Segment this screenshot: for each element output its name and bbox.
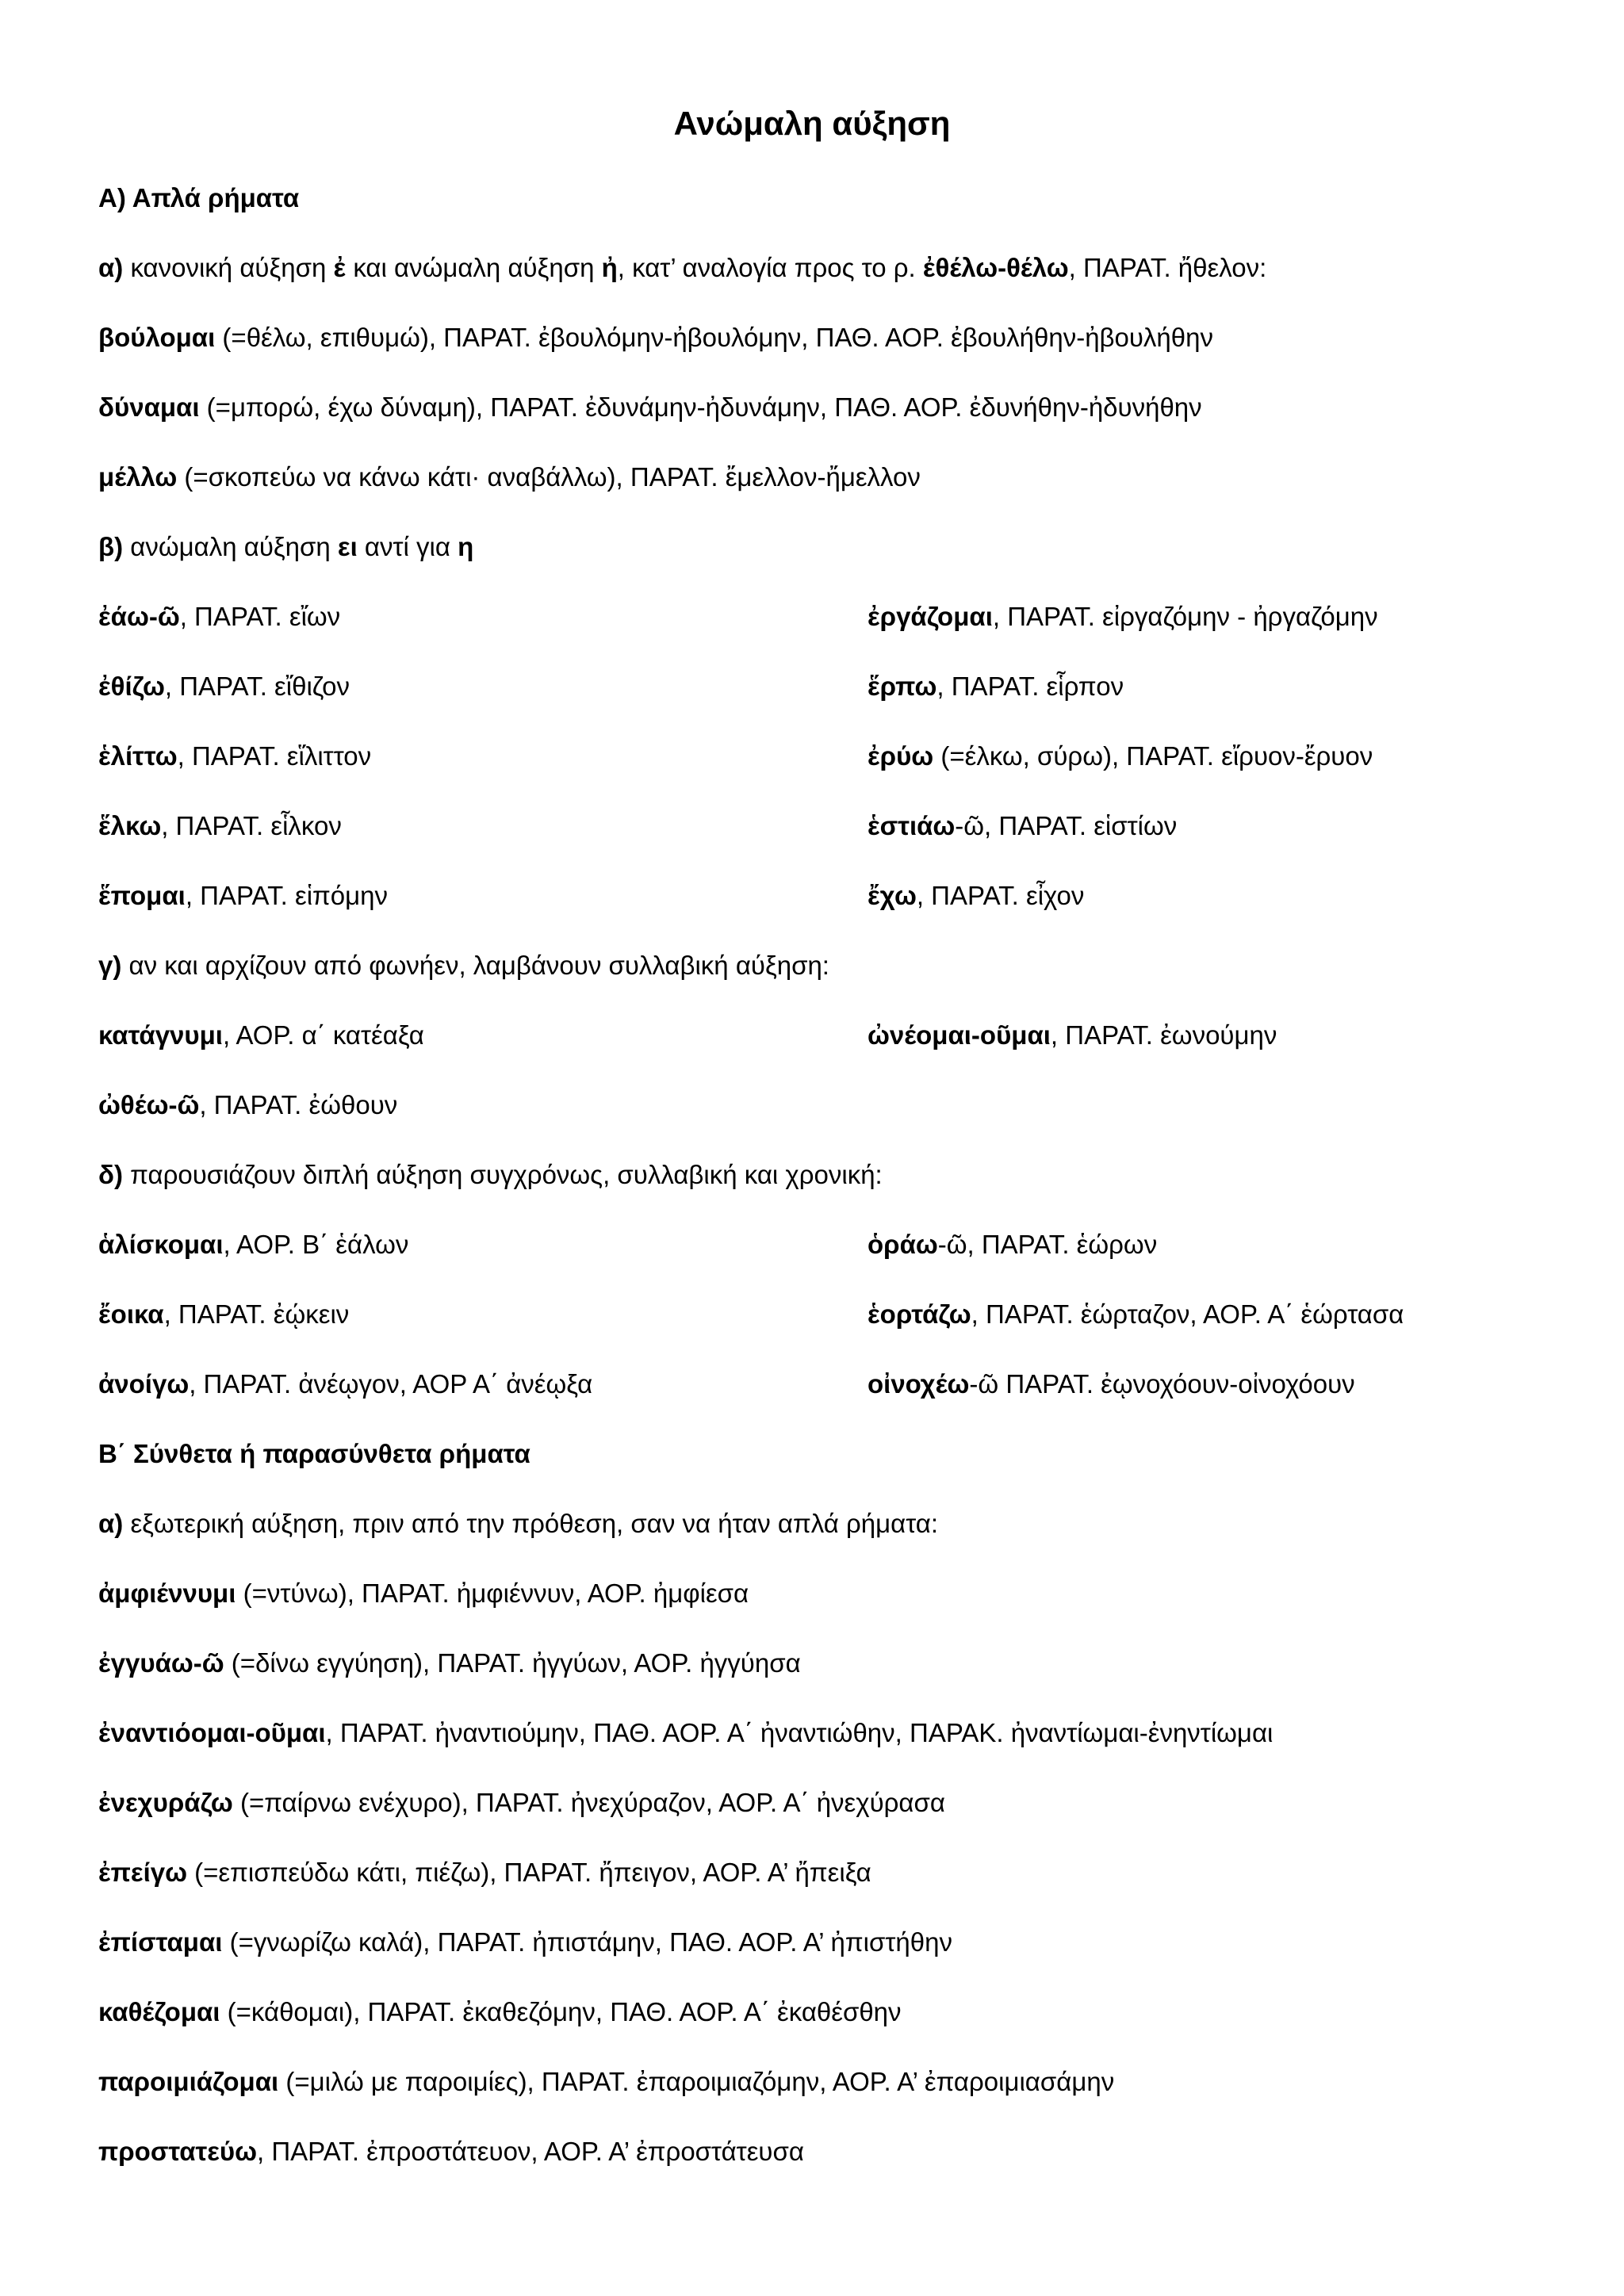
verb-forms: , ΠΑΡΑΤ. ἐπροστάτευον, ΑΟΡ. Α’ ἐπροστάτευσα xyxy=(256,2137,804,2166)
verb-entry xyxy=(98,1646,801,1681)
verb-forms: (=γνωρίζω καλά), ΠΑΡΑΤ. ἠπιστάμην, ΠΑΘ. ΑΟΡ. Α’ ἠπιστήθην xyxy=(222,1927,952,1957)
verb-forms: -ῶ, ΠΑΡΑΤ. εἱστίων xyxy=(955,811,1178,840)
verb: ἐάω-ῶ xyxy=(98,602,180,631)
sub-label: α) xyxy=(98,1509,124,1538)
section-b-sub-a-line xyxy=(98,1506,938,1541)
verb-forms: , ΑΟΡ. α΄ κατέαξα xyxy=(222,1020,424,1050)
verb-entry xyxy=(98,460,921,495)
section-a-heading xyxy=(98,181,299,216)
bold-run: ει xyxy=(337,532,358,561)
bold-run: η xyxy=(458,532,474,561)
verb-entry xyxy=(98,1785,945,1820)
verb: προστατεύω xyxy=(98,2137,257,2166)
verb: ἔχω xyxy=(868,881,917,910)
verb-forms: , ΠΑΡΑΤ. εἵλιττον xyxy=(177,741,372,771)
verb: ἔοικα xyxy=(98,1299,164,1329)
verb: ἕλκω xyxy=(98,811,162,840)
text-run: εξωτερική αύξηση, πριν από την πρόθεση, σαν να ήταν απλά ρήματα: xyxy=(123,1509,939,1538)
verb-forms: (=δίνω εγγύηση), ΠΑΡΑΤ. ἠγγύων, ΑΟΡ. ἠγγύησα xyxy=(224,1648,801,1678)
verb-forms: (=μιλώ με παροιμίες), ΠΑΡΑΤ. ἐπαροιμιαζόμην, ΑΟΡ. Α’ ἐπαροιμιασάμην xyxy=(278,2067,1115,2096)
verb: ἐθίζω xyxy=(98,672,165,701)
verb-forms: , ΠΑΡΑΤ. ἐώθουν xyxy=(199,1090,398,1119)
text-run: κανονική αύξηση xyxy=(123,253,334,282)
verb-forms: , ΠΑΡΑΤ. ἐωνούμην xyxy=(1050,1020,1277,1050)
section-b-heading-text: Β΄ Σύνθετα ή παρασύνθετα ρήματα xyxy=(98,1439,530,1468)
verb-entry xyxy=(868,1297,1404,1332)
verb: ἀμφιέννυμι xyxy=(98,1578,236,1608)
verb-entry xyxy=(98,1995,902,2030)
verb-entry xyxy=(98,669,350,704)
verb-forms: , ΑΟΡ. Β΄ ἑάλων xyxy=(223,1230,409,1259)
text-run: ανώμαλη αύξηση xyxy=(123,532,338,561)
verb-entry xyxy=(98,1576,749,1611)
verb: δύναμαι xyxy=(98,392,200,422)
verb: ἐγγυάω-ῶ xyxy=(98,1648,224,1678)
verb-entry xyxy=(98,1088,397,1123)
verb-forms: , ΠΑΡΑΤ. ἀνέῳγον, ΑΟΡ Α΄ ἀνέῳξα xyxy=(189,1369,593,1399)
verb-entry xyxy=(868,739,1373,774)
verb-entry xyxy=(98,1227,408,1262)
verb-forms: , ΠΑΡΑΤ. εἴων xyxy=(179,602,341,631)
bold-run: ἐ xyxy=(333,253,347,282)
verb: οἰνοχέω xyxy=(868,1369,970,1399)
section-a-sub-d-line xyxy=(98,1158,883,1192)
verb-forms: , ΠΑΡΑΤ. εἱπόμην xyxy=(185,881,389,910)
text-run: , ΠΑΡΑΤ. ἤθελον: xyxy=(1068,253,1267,282)
verb: ὠθέω-ῶ xyxy=(98,1090,200,1119)
verb-entry xyxy=(98,739,371,774)
verb-forms: , ΠΑΡΑΤ. εἰργαζόμην - ἠργαζόμην xyxy=(992,602,1378,631)
verb-entry xyxy=(98,2064,1114,2099)
verb-forms: (=ντύνω), ΠΑΡΑΤ. ἠμφιέννυν, ΑΟΡ. ἠμφίεσα xyxy=(236,1578,749,1608)
verb-forms: (=έλκω, σύρω), ΠΑΡΑΤ. εἴρυον-ἔρυον xyxy=(933,741,1373,771)
verb: παροιμιάζομαι xyxy=(98,2067,279,2096)
verb: ἐπείγω xyxy=(98,1858,187,1887)
verb: ἐπίσταμαι xyxy=(98,1927,223,1957)
verb: ἑορτάζω xyxy=(868,1299,971,1329)
text-run: , κατ’ αναλογία προς το ρ. xyxy=(617,253,923,282)
verb-entry xyxy=(98,1925,952,1960)
verb-entry xyxy=(98,1018,424,1053)
verb-forms: (=επισπεύδω κάτι, πιέζω), ΠΑΡΑΤ. ἤπειγον, ΑΟΡ. Α’ ἤπειξα xyxy=(187,1858,871,1887)
verb: ἕπομαι xyxy=(98,881,186,910)
verb-forms: , ΠΑΡΑΤ. εἶχον xyxy=(916,881,1085,910)
page-title: Ανώμαλη αύξηση xyxy=(673,105,951,142)
verb: ἐργάζομαι xyxy=(868,602,993,631)
verb-entry xyxy=(98,2134,804,2169)
verb-forms: (=μπορώ, έχω δύναμη), ΠΑΡΑΤ. ἐδυνάμην-ἠδυνάμην, ΠΑΘ. ΑΟΡ. ἐδυνήθην-ἠδυνήθην xyxy=(199,392,1202,422)
verb-forms: (=σκοπεύω να κάνω κάτι· αναβάλλω), ΠΑΡΑΤ. ἔμελλον-ἤμελλον xyxy=(177,462,921,492)
verb: ἕρπω xyxy=(868,672,937,701)
verb-entry xyxy=(98,809,342,844)
verb-forms: -ῶ, ΠΑΡΑΤ. ἑώρων xyxy=(937,1230,1158,1259)
verb: ὁράω xyxy=(868,1230,938,1259)
verb-forms: (=θέλω, επιθυμώ), ΠΑΡΑΤ. ἐβουλόμην-ἠβουλόμην, ΠΑΘ. ΑΟΡ. ἐβουλήθην-ἠβουλήθην xyxy=(215,323,1213,352)
section-a-heading-text: Α) Απλά ρήματα xyxy=(98,183,300,212)
verb-entry xyxy=(868,809,1177,844)
section-a-sub-b-line xyxy=(98,530,473,564)
sub-label: γ) xyxy=(98,951,122,980)
verb-entry xyxy=(868,599,1378,634)
verb-entry xyxy=(868,1367,1355,1402)
verb-entry xyxy=(98,1297,349,1332)
section-a-sub-a-line xyxy=(98,251,1266,285)
verb-entry xyxy=(868,1018,1277,1053)
verb-forms: , ΠΑΡΑΤ. ἐῴκειν xyxy=(163,1299,350,1329)
verb: κατάγνυμι xyxy=(98,1020,223,1050)
verb: ἐνεχυράζω xyxy=(98,1788,233,1817)
bold-run: ἠ xyxy=(601,253,618,282)
verb-entry xyxy=(98,390,1202,425)
verb-entry xyxy=(868,1227,1157,1262)
text-run: αντί για xyxy=(357,532,458,561)
text-run: αν και αρχίζουν από φωνήεν, λαμβάνουν συλλαβική αύξηση: xyxy=(121,951,829,980)
verb: ἐναντιόομαι-οῦμαι xyxy=(98,1718,326,1747)
verb-entry xyxy=(98,1855,871,1890)
verb-forms: , ΠΑΡΑΤ. ἑώρταζον, ΑΟΡ. Α΄ ἑώρτασα xyxy=(971,1299,1404,1329)
verb: βούλομαι xyxy=(98,323,216,352)
verb-entry xyxy=(98,599,340,634)
verb-entry xyxy=(98,320,1213,355)
verb-forms: , ΠΑΡΑΤ. ἠναντιούμην, ΠΑΘ. ΑΟΡ. Α΄ ἠναντιώθην, ΠΑΡΑΚ. ἠναντίωμαι-ἐνηντίωμαι xyxy=(325,1718,1274,1747)
verb-entry xyxy=(868,669,1124,704)
sub-label: β) xyxy=(98,532,124,561)
verb: ἑστιάω xyxy=(868,811,956,840)
verb-forms: , ΠΑΡΑΤ. εἴθιζον xyxy=(164,672,350,701)
verb: ἁλίσκομαι xyxy=(98,1230,224,1259)
verb-entry xyxy=(98,1367,592,1402)
verb-forms: -ῶ ΠΑΡΑΤ. ἐῳνοχόουν-οἰνοχόουν xyxy=(969,1369,1355,1399)
verb: ὠνέομαι-οῦμαι xyxy=(868,1020,1051,1050)
verb-entry xyxy=(98,1716,1273,1751)
verb: ἐρύω xyxy=(868,741,934,771)
sub-label: δ) xyxy=(98,1160,124,1189)
verb-forms: , ΠΑΡΑΤ. εἷλκον xyxy=(161,811,342,840)
bold-run: ἐθέλω-θέλω xyxy=(922,253,1069,282)
verb: καθέζομαι xyxy=(98,1997,220,2026)
section-a-sub-c-line xyxy=(98,948,829,983)
verb: ἀνοίγω xyxy=(98,1369,190,1399)
verb-forms: , ΠΑΡΑΤ. εἷρπον xyxy=(936,672,1124,701)
text-run: παρουσιάζουν διπλή αύξηση συγχρόνως, συλλαβική και χρονική: xyxy=(123,1160,883,1189)
verb-entry xyxy=(868,878,1084,913)
section-b-heading xyxy=(98,1437,530,1471)
verb: ἑλίττω xyxy=(98,741,178,771)
verb-forms: (=κάθομαι), ΠΑΡΑΤ. ἐκαθεζόμην, ΠΑΘ. ΑΟΡ. Α΄ ἐκαθέσθην xyxy=(220,1997,902,2026)
text-run: και ανώμαλη αύξηση xyxy=(346,253,602,282)
verb-entry xyxy=(98,878,388,913)
sub-label: α) xyxy=(98,253,124,282)
verb-forms: (=παίρνω ενέχυρο), ΠΑΡΑΤ. ἠνεχύραζον, ΑΟΡ. Α΄ ἠνεχύρασα xyxy=(232,1788,945,1817)
verb: μέλλω xyxy=(98,462,178,492)
